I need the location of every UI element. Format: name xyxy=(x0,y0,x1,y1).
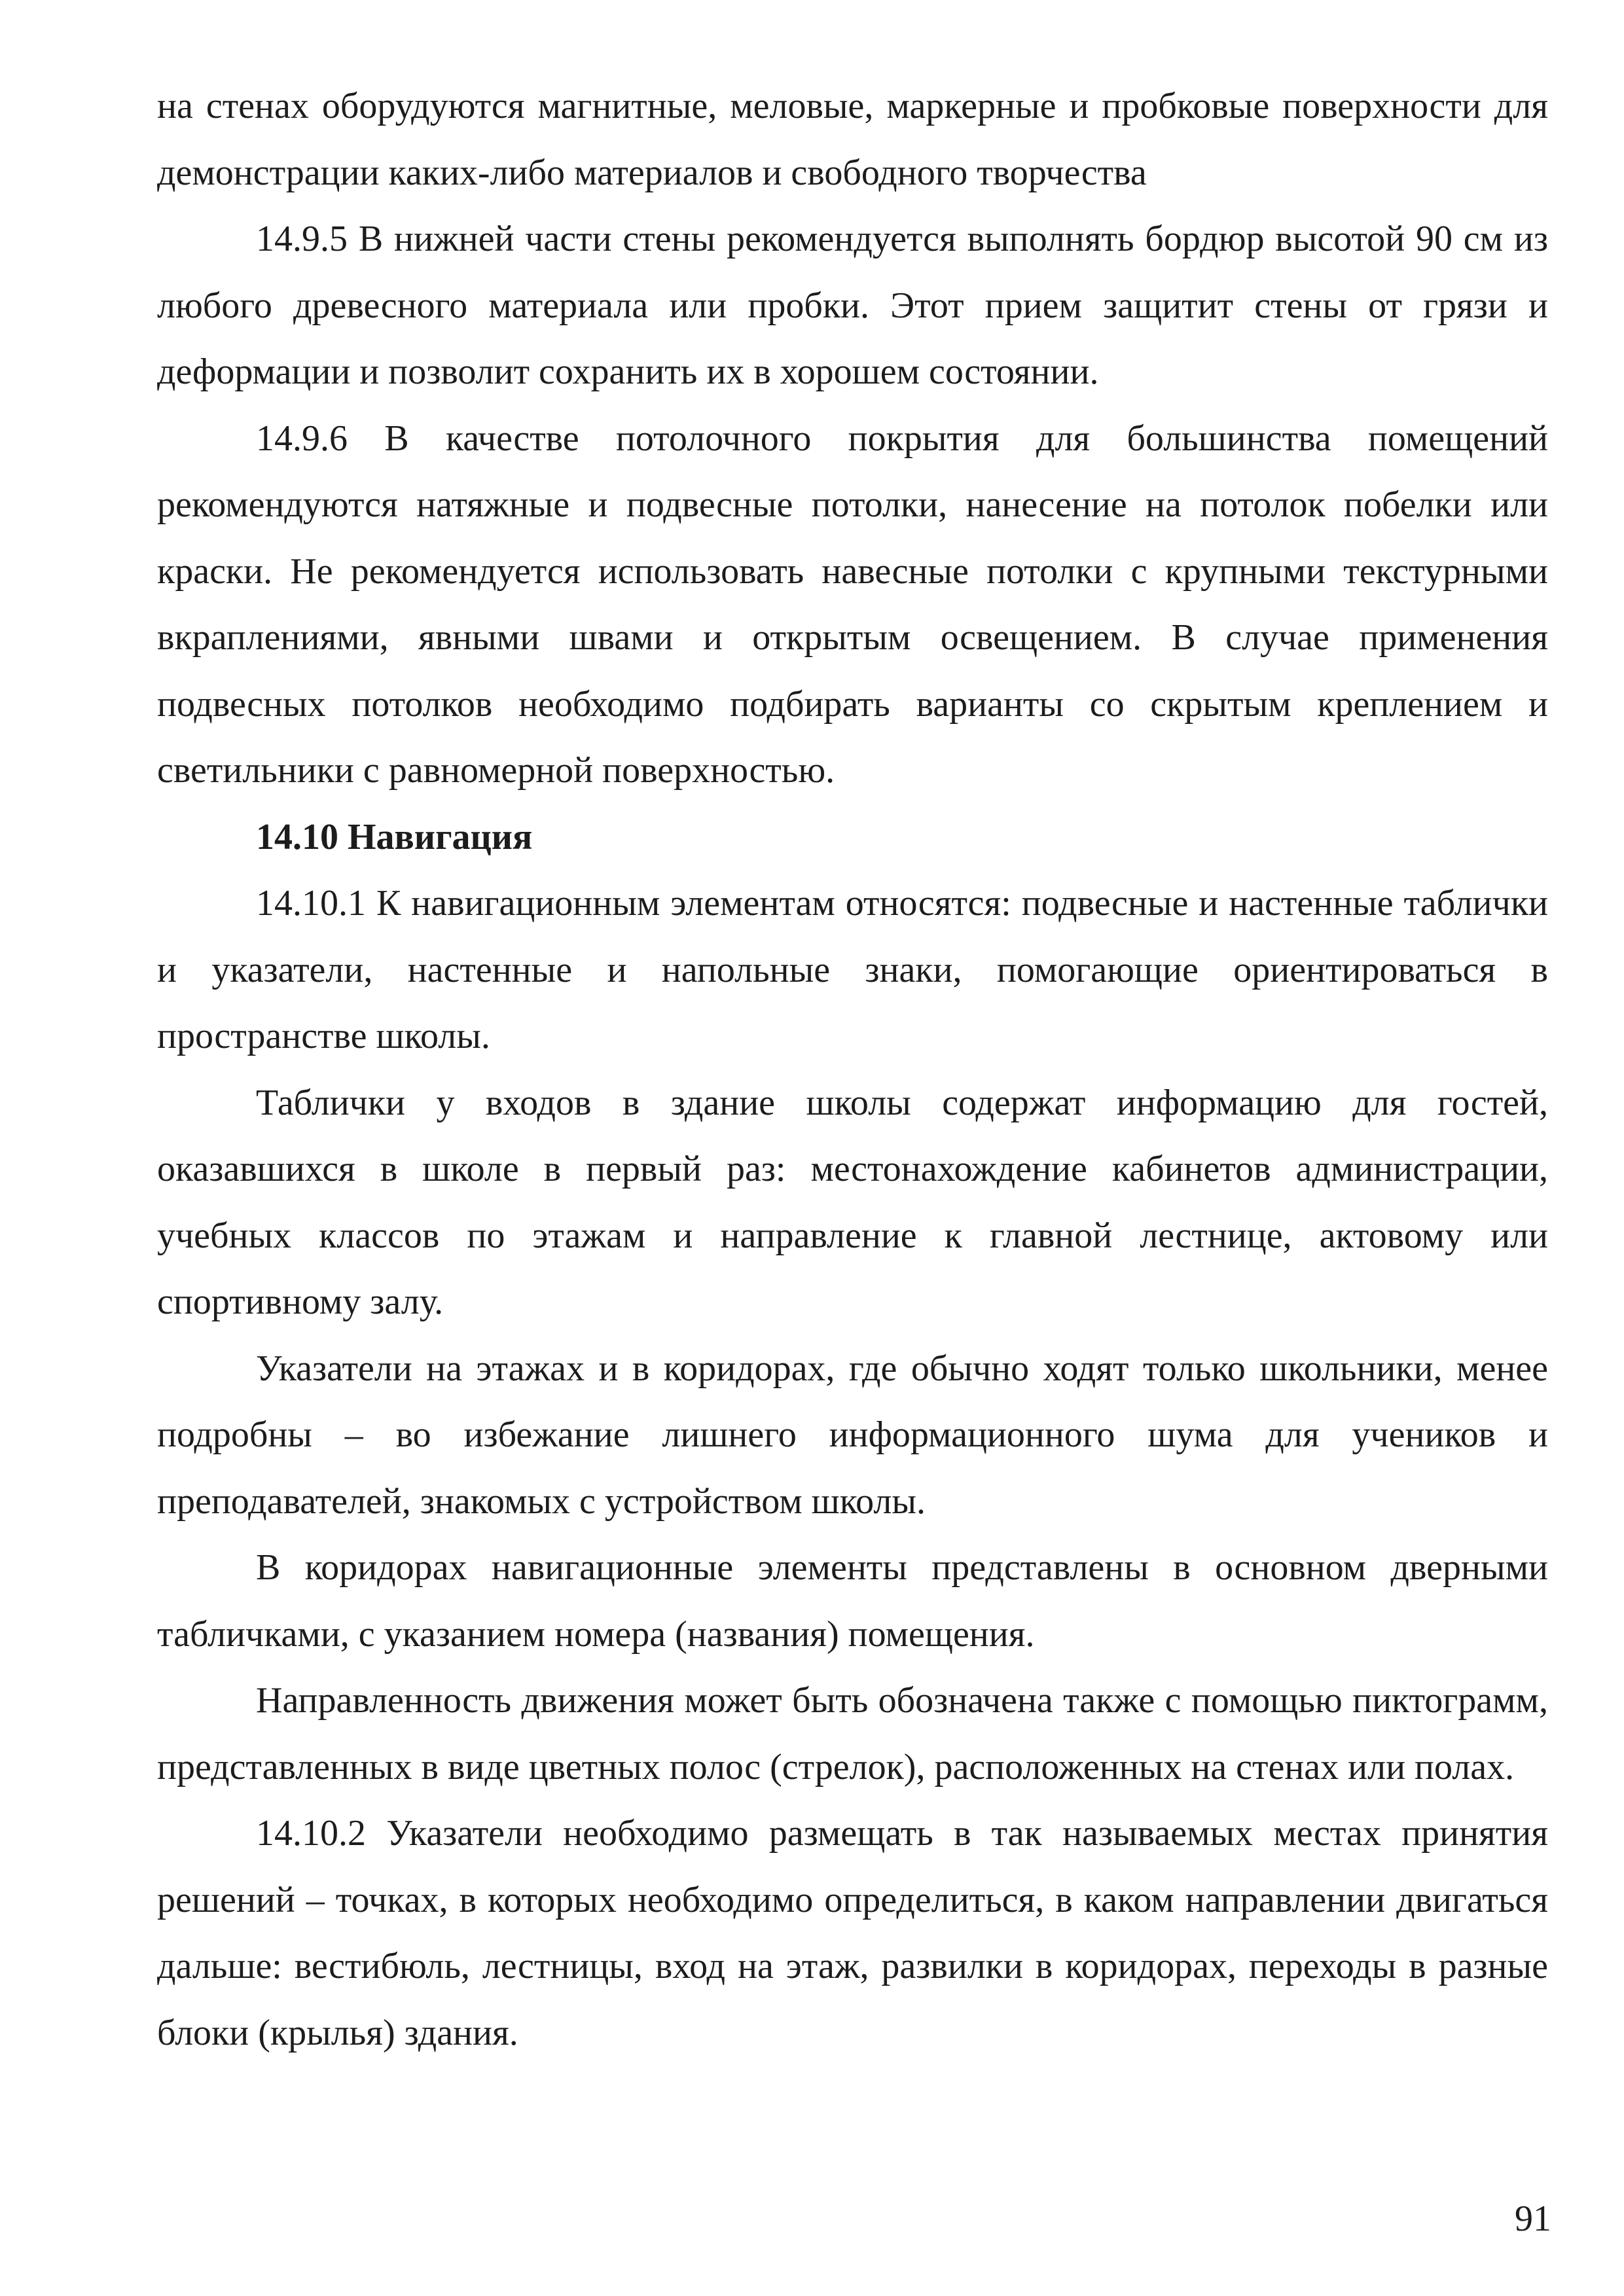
paragraph-continuation: на стенах оборудуются магнитные, меловые, маркерные и пробковые поверхности для демонстрации каких-либо материалов и свободного творчества xyxy=(157,86,1548,193)
paragraph-14-10-1: 14.10.1 К навигационным элементам относятся: подвесные и настенные таблички и указатели, настенные и напольные знаки, помогающие ориентироваться в пространстве школы. xyxy=(157,883,1548,1056)
section-heading: 14.10 Навигация xyxy=(256,816,533,857)
paragraph-14-9-5: 14.9.5 В нижней части стены рекомендуется выполнять бордюр высотой 90 см из любого древесного материала или пробки. Этот прием защитит стены от грязи и деформации и позволит сохранить их в хорошем состоянии. xyxy=(157,219,1548,392)
paragraph-14-9-6: 14.9.6 В качестве потолочного покрытия для большинства помещений рекомендуются натяжные и подвесные потолки, нанесение на потолок побелки или краски. Не рекомендуется использовать навесные потолки с крупными текстурными вкраплениями, явными швами и открытым освещением. В случае применения подвесных потолков необходимо подбирать варианты со скрытым креплением и светильники с равномерной поверхностью. xyxy=(157,418,1548,791)
paragraph-entrance-signs: Таблички у входов в здание школы содержат информацию для гостей, оказавшихся в школе в первый раз: местонахождение кабинетов администрации, учебных классов по этажам и направление к главной лестнице, актовому или спортивному залу. xyxy=(157,1082,1548,1322)
page-number: 91 xyxy=(1515,2198,1551,2239)
document-page xyxy=(157,73,1548,2066)
paragraph-14-10-2: 14.10.2 Указатели необходимо размещать в так называемых местах принятия решений – точках, в которых необходимо определиться, в каком направлении двигаться дальше: вестибюль, лестницы, вход на этаж, развилки в коридорах, переходы в разные блоки (крылья) здания. xyxy=(157,1813,1548,2053)
paragraph-floor-signs: Указатели на этажах и в коридорах, где обычно ходят только школьники, менее подробны – во избежание лишнего информационного шума для учеников и преподавателей, знакомых с устройством школы. xyxy=(157,1348,1548,1522)
paragraph-direction-pictograms: Направленность движения может быть обозначена также с помощью пиктограмм, представленных в виде цветных полос (стрелок), расположенных на стенах или полах. xyxy=(157,1680,1548,1787)
paragraph-corridor-signs: В коридорах навигационные элементы представлены в основном дверными табличками, с указанием номера (названия) помещения. xyxy=(157,1547,1548,1655)
